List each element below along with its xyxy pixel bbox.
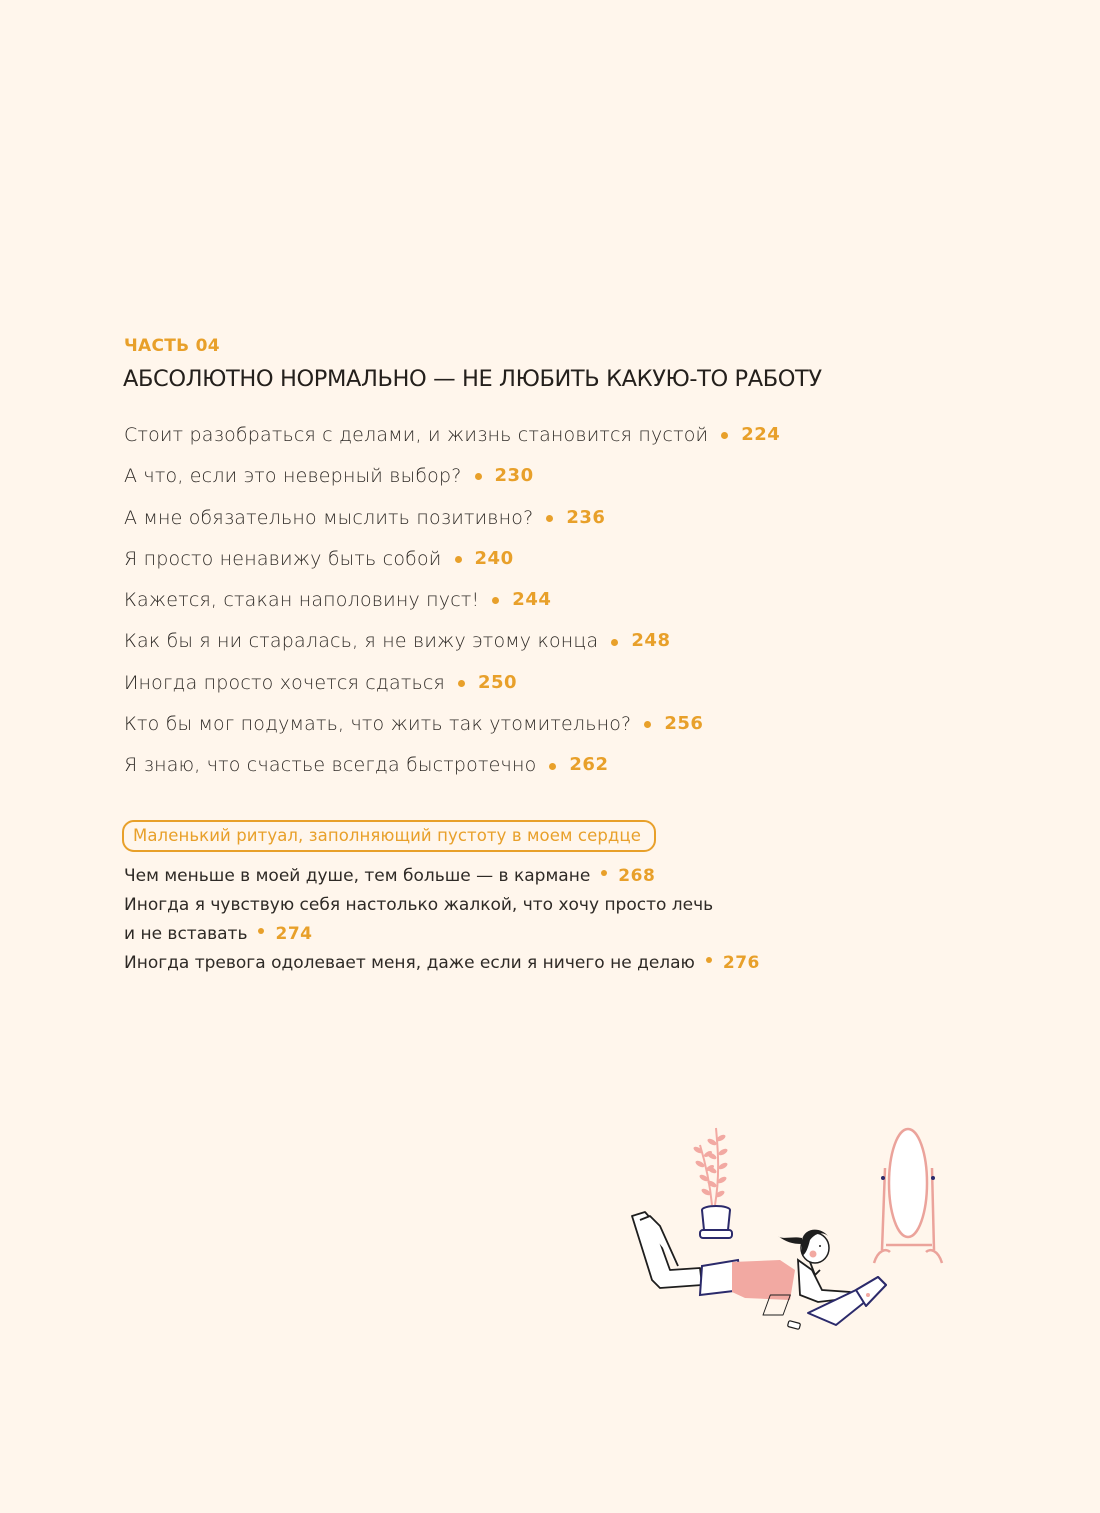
legs-icon	[632, 1212, 702, 1288]
girl-with-laptop-illustration	[620, 1120, 950, 1340]
ritual-entry-title-line2: и не вставать	[124, 924, 248, 944]
toc-entry-title: Я знаю, что счастье всегда быстротечно	[124, 754, 537, 777]
bullet-dot-icon	[455, 556, 462, 563]
bullet-dot-icon	[258, 928, 264, 934]
toc-entry[interactable]	[124, 507, 780, 548]
plant-icon	[692, 1128, 728, 1205]
toc-entry-title: Кажется, стакан наполовину пуст!	[124, 589, 480, 612]
ritual-section-heading: Маленький ритуал, заполняющий пустоту в моем сердце	[122, 820, 656, 852]
toc-entry-page: 244	[512, 589, 552, 611]
toc-entry-title: А что, если это неверный выбор?	[124, 465, 462, 488]
ritual-entry[interactable]	[124, 949, 760, 978]
toc-entry-title: Кто бы мог подумать, что жить так утомительно?	[124, 713, 632, 736]
part-label: ЧАСТЬ 04	[124, 336, 220, 356]
part-title: АБСОЛЮТНО НОРМАЛЬНО — НЕ ЛЮБИТЬ КАКУЮ-ТО РАБОТУ	[123, 366, 822, 392]
ritual-entry[interactable]	[124, 862, 760, 891]
toc-entry-page: 224	[741, 424, 781, 445]
bullet-dot-icon	[549, 763, 556, 770]
toc-entry-page: 256	[664, 713, 704, 735]
ritual-entry-title: Чем меньше в моей душе, тем больше — в кармане	[124, 866, 591, 886]
bullet-dot-icon	[644, 721, 651, 728]
ritual-entry-title: Иногда тревога одолевает меня, даже если я ничего не делаю	[124, 953, 695, 973]
ritual-entry-title-line1: Иногда я чувствую себя настолько жалкой, что хочу просто лечь	[124, 895, 714, 915]
toc-list	[124, 424, 780, 796]
bullet-dot-icon	[601, 870, 607, 876]
toc-entry-title: Я просто ненавижу быть собой	[124, 547, 442, 570]
toc-entry-page: 240	[474, 547, 514, 569]
ritual-entry-page: 268	[618, 866, 656, 886]
bullet-dot-icon	[475, 473, 482, 480]
ritual-entry-page: 274	[275, 924, 313, 944]
ritual-list	[124, 862, 760, 978]
bullet-dot-icon	[611, 639, 618, 646]
toc-entry-page: 230	[494, 465, 534, 487]
bullet-dot-icon	[458, 680, 465, 687]
ritual-entry[interactable]	[124, 891, 760, 949]
toc-entry-title: Как бы я ни старалась, я не вижу этому конца	[124, 630, 599, 653]
toc-entry-title: А мне обязательно мыслить позитивно?	[124, 506, 534, 529]
toc-entry[interactable]	[124, 754, 780, 795]
toc-entry-page: 248	[631, 630, 671, 652]
toc-entry[interactable]	[124, 548, 780, 589]
toc-entry-title: Стоит разобраться с делами, и жизнь становится пустой	[124, 424, 709, 446]
mirror-icon	[874, 1129, 942, 1263]
toc-entry[interactable]	[124, 672, 780, 713]
toc-entry[interactable]	[124, 589, 780, 630]
bullet-dot-icon	[721, 432, 728, 439]
toc-entry-page: 236	[566, 506, 606, 528]
phone-icon	[787, 1321, 800, 1330]
bullet-dot-icon	[546, 515, 553, 522]
toc-entry[interactable]	[124, 465, 780, 506]
bullet-dot-icon	[492, 597, 499, 604]
toc-entry-page: 262	[569, 754, 609, 776]
toc-entry[interactable]	[124, 630, 780, 671]
toc-entry-title: Иногда просто хочется сдаться	[124, 671, 445, 694]
ritual-entry-page: 276	[722, 953, 760, 973]
bullet-dot-icon	[706, 957, 712, 963]
toc-entry-page: 250	[477, 671, 518, 693]
pot-icon	[700, 1206, 732, 1238]
toc-entry[interactable]	[124, 424, 780, 465]
toc-entry[interactable]	[124, 713, 780, 754]
top-icon	[732, 1260, 795, 1300]
